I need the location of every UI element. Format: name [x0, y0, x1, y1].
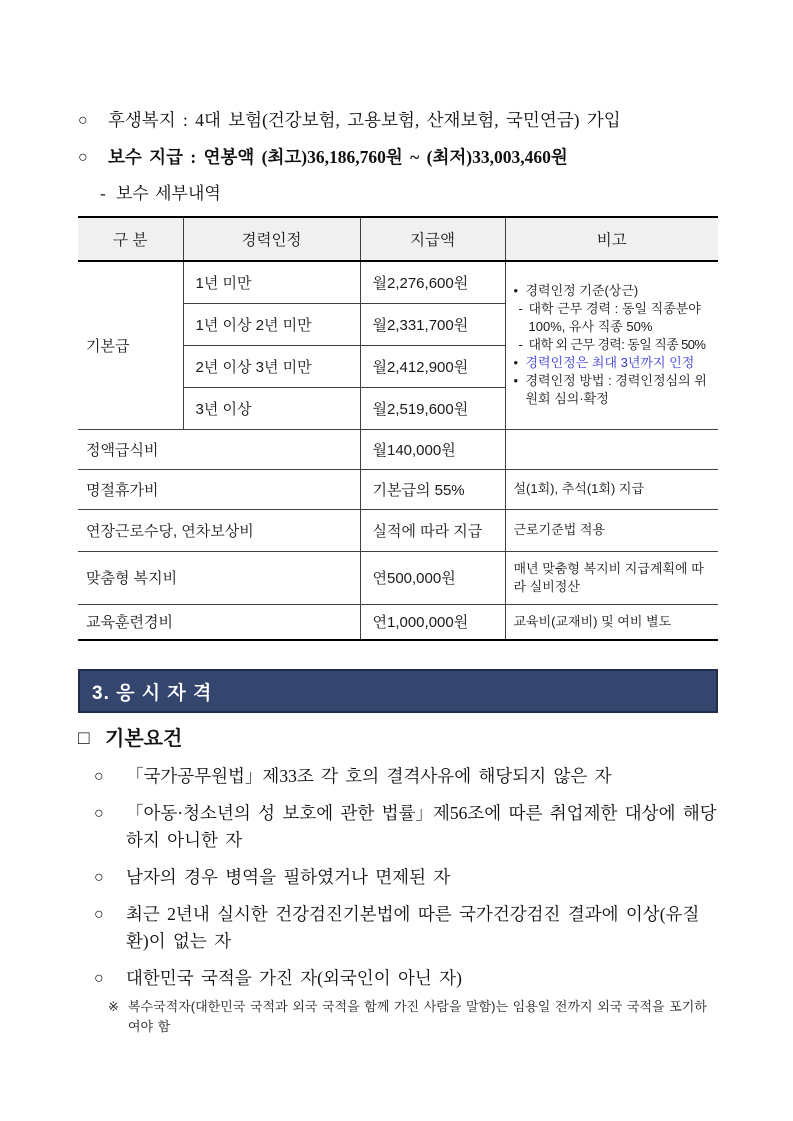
amount-cell: 월2,276,600원 — [360, 261, 505, 303]
salary-line — [78, 145, 718, 170]
table-row — [78, 261, 718, 303]
requirement-item — [94, 901, 718, 955]
row-label: 연장근로수당, 연차보상비 — [78, 509, 360, 551]
col-header-amount: 지급액 — [360, 217, 505, 261]
circle-bullet-icon: ○ — [94, 869, 104, 886]
note-line — [514, 282, 715, 300]
table-row — [78, 469, 718, 509]
note-cell: 근로기준법 적용 — [505, 509, 718, 551]
table-row — [78, 551, 718, 604]
circle-bullet-icon: ○ — [78, 112, 88, 129]
requirement-text: 남자의 경우 병역을 필하였거나 면제된 자 — [126, 867, 451, 887]
row-label: 정액급식비 — [78, 429, 360, 469]
career-cell: 1년 이상 2년 미만 — [183, 303, 360, 345]
salary-detail-text: 보수 세부내역 — [116, 184, 221, 203]
note-text: 경력인정 방법 : 경력인정심의 위원회 심의·확정 — [525, 373, 707, 407]
amount-cell: 월2,412,900원 — [360, 345, 505, 387]
circle-bullet-icon: ○ — [94, 906, 104, 923]
col-header-career: 경력인정 — [183, 217, 360, 261]
circle-bullet-icon: ○ — [94, 805, 104, 822]
note-line-highlight — [514, 354, 715, 372]
note-cell — [505, 429, 718, 469]
col-header-category: 구 분 — [78, 217, 183, 261]
note-line — [514, 372, 715, 408]
circle-bullet-icon: ○ — [94, 768, 104, 785]
amount-cell: 기본급의 55% — [360, 469, 505, 509]
row-label: 명절휴가비 — [78, 469, 360, 509]
row-label: 교육훈련경비 — [78, 604, 360, 640]
section-header-eligibility — [78, 669, 718, 713]
career-cell: 1년 미만 — [183, 261, 360, 303]
bullet-dot-icon: • — [513, 373, 519, 389]
basic-pay-note-cell — [505, 261, 718, 429]
square-bullet-icon: □ — [78, 728, 90, 749]
requirement-item — [94, 965, 718, 992]
salary-detail-line — [100, 182, 718, 206]
bullet-dot-icon: • — [513, 283, 519, 299]
note-text: 대학 근무 경력 : 동일 직종분야 100%, 유사 직종 50% — [528, 301, 701, 335]
dash-bullet-icon: - — [100, 184, 106, 203]
table-row — [78, 604, 718, 640]
dash-bullet-icon: - — [518, 301, 523, 317]
requirement-text: 최근 2년내 실시한 건강검진기본법에 따른 국가건강검진 결과에 이상(유질환)이 없는 자 — [126, 904, 700, 951]
row-label: 맞춤형 복지비 — [78, 551, 360, 604]
requirement-text: 「국가공무원법」제33조 각 호의 결격사유에 해당되지 않은 자 — [126, 766, 612, 786]
pay-detail-table — [78, 216, 718, 641]
circle-bullet-icon: ○ — [94, 970, 104, 987]
note-cell: 교육비(교재비) 및 여비 별도 — [505, 604, 718, 640]
basic-requirements-title: 기본요건 — [105, 728, 183, 750]
section-title: 3. 응 시 자 격 — [92, 682, 213, 704]
welfare-text: 후생복지 : 4대 보험(건강보험, 고용보험, 산재보험, 국민연금) 가입 — [108, 110, 621, 130]
dual-nationality-footnote — [108, 997, 718, 1037]
career-cell: 3년 이상 — [183, 387, 360, 429]
table-row — [78, 429, 718, 469]
career-cell: 2년 이상 3년 미만 — [183, 345, 360, 387]
bullet-dot-icon: • — [513, 355, 519, 371]
welfare-line — [78, 108, 718, 133]
table-row — [78, 509, 718, 551]
footnote-text: 복수국적자(대한민국 국적과 외국 국적을 함께 가진 사람을 말함)는 임용일 전까지 외국 국적을 포기하여야 함 — [128, 999, 707, 1034]
note-text-blue: 경력인정은 최대 3년까지 인정 — [525, 355, 695, 371]
requirement-item — [94, 763, 718, 790]
basic-pay-label: 기본급 — [78, 261, 183, 429]
requirement-item — [94, 800, 718, 854]
table-header-row — [78, 217, 718, 261]
salary-text: 보수 지급 : 연봉액 (최고)36,186,760원 ~ (최저)33,003,460원 — [108, 147, 568, 167]
amount-cell: 월2,519,600원 — [360, 387, 505, 429]
amount-cell: 연500,000원 — [360, 551, 505, 604]
note-cell: 설(1회), 추석(1회) 지급 — [505, 469, 718, 509]
circle-bullet-icon: ○ — [78, 149, 88, 166]
amount-cell: 월140,000원 — [360, 429, 505, 469]
amount-cell: 연1,000,000원 — [360, 604, 505, 640]
amount-cell: 실적에 따라 지급 — [360, 509, 505, 551]
note-text: 경력인정 기준(상근) — [525, 283, 639, 299]
amount-cell: 월2,331,700원 — [360, 303, 505, 345]
note-text: 대학 외 근무 경력: 동일 직종 50% — [528, 337, 706, 353]
requirement-text: 대한민국 국적을 가진 자(외국인이 아닌 자) — [126, 968, 462, 988]
basic-requirements-heading — [78, 725, 718, 753]
col-header-note: 비고 — [505, 217, 718, 261]
note-line — [514, 336, 715, 354]
note-line — [514, 300, 715, 336]
requirement-text: 「아동·청소년의 성 보호에 관한 법률」제56조에 따른 취업제한 대상에 해당하지 아니한 자 — [126, 803, 717, 850]
requirement-item — [94, 864, 718, 891]
dash-bullet-icon: - — [518, 337, 523, 353]
reference-mark-icon: ※ — [108, 999, 119, 1014]
note-cell: 매년 맞춤형 복지비 지급계획에 따라 실비정산 — [505, 551, 718, 604]
